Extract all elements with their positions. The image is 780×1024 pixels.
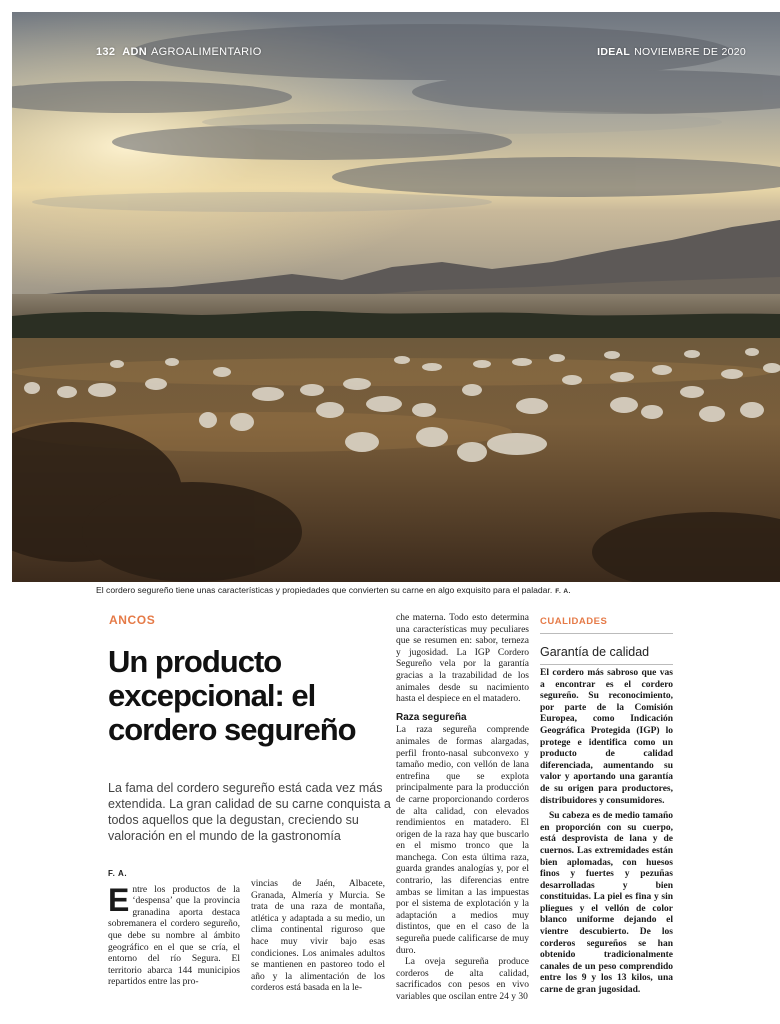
article-subhead: Raza segureña [396,711,467,723]
section-name: AGROALIMENTARIO [151,46,262,58]
drop-cap: E [108,881,130,918]
photo-credit: F. A. [555,588,571,595]
sheep-landscape-image [12,12,780,582]
article-byline: F. A. [108,869,128,878]
page-number: 132 [96,46,116,58]
article-section-label: ANCOS [109,613,156,627]
hero-photo [12,12,780,582]
issue-date: NOVIEMBRE DE 2020 [634,46,746,58]
article-lede: La fama del cordero segureño está cada vez más extendida. La gran calidad de su carne conquista a todos aquellos que la degustan, creciendo su valoración en el mundo de la gastronomía [108,781,391,843]
sidebar-divider [540,633,673,634]
article-column-2 [251,879,385,995]
column-3-text-3: La oveja segureña produce corderos de alta calidad, sacrificados con pesos en vivo variables que oscilan entre 24 y 30 [396,957,529,1002]
photo-caption [96,585,571,595]
sidebar-title: Garantía de calidad [540,645,650,659]
article-paragraph [108,881,240,989]
article-column-3 [396,613,529,1004]
sidebar-body [540,668,673,997]
page-header-left [96,46,262,58]
section-brand: ADN [122,46,147,58]
caption-text: El cordero segureño tiene unas características y propiedades que convierten su carne en algo exquisito para el paladar. [96,585,553,595]
column-1-text: ntre los productos de la ‘despensa’ que la provincia granadina aporta destaca sobremanera el cordero segureño, que debe su nombre al ámbito geográfico en el que se cría, el entorno del río Segura. El territorio abarca 144 municipios repartidos entre las pro- [108,884,240,988]
sidebar-paragraph-2: Su cabeza es de medio tamaño en proporción con su cuerpo, está desprovista de lana y de cuernos. Las extremidades están bien aplomadas, con huesos finos y fuertes y pezuñas desarrolladas y bien constituidas. La piel es fina y sin pliegues y el vellón de color blanco uniforme dejando el vientre descubierto. De los corderos segureños se han obtenido tradicionalmente canales de un peso comprendido entre los 9 y los 13 kilos, una carne de gran jugosidad. [540,811,673,996]
page-header-right [597,46,746,58]
article-headline: Un producto excepcional: el cordero segureño [108,644,356,747]
column-3-text: che materna. Todo esto determina una características muy peculiares que se resumen en: sabor, terneza y jugosidad. La IGP Cordero Segureño vela por la garantía gracias a la trazabilidad de los animales desde su nacimiento hasta el despiece en el matadero. [396,613,529,705]
sidebar-label: CUALIDADES [540,616,608,627]
column-2-text: vincias de Jaén, Albacete, Granada, Almería y Murcia. Se trata de una raza de montaña, atlética y adaptada a su medio, un clima continental riguroso que hace muy vivir bajo esas condiciones. Los animales adultos se mantienen en pastoreo todo el año y la alimentación de los corderos está basada en la le- [251,879,385,994]
article-column-1 [108,868,240,989]
sidebar-paragraph-1: El cordero más sabroso que vas a encontrar es el cordero segureño. Su reconocimiento, por parte de la Comisión Europea, como Indicación Geográfica Protegida (IGP) lo protege e identifica como un producto de calidad diferenciada, aumentando su valor y aportando una garantía de su origen para productores, distribuidores y consumidores. [540,668,673,806]
publication-name: IDEAL [597,46,631,58]
sidebar-divider [540,664,673,665]
column-3-text-2: La raza segureña comprende animales de formas alargadas, perfil fronto-nasal subconvexo y tamaño medio, con vellón de lana entrefina que se explota principalmente para la producción de carne proporcionando corderos de alta calidad, con elevados rendimientos en matadero. El origen de la raza hay que buscarlo en el mismo tronco que la manchega. Con esta última raza, guarda grandes analogías y, por el contrario, las diferencias entre ambas se limitan a las impuestas por el sistema de explotación y la adaptación a medios muy distintos, que en el caso de la segureña puede calificarse de muy duro. [396,725,529,956]
